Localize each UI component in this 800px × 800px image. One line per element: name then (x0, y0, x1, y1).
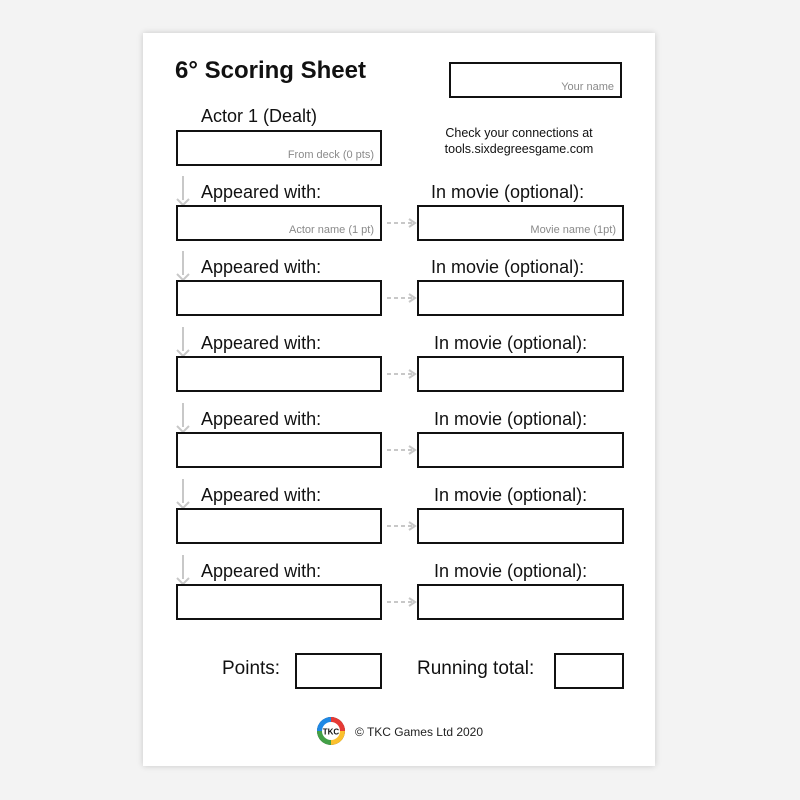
running-total-label: Running total: (417, 658, 535, 679)
in-movie-label: In movie (optional): (434, 485, 588, 505)
check-connections-note (419, 125, 619, 157)
appeared-with-field[interactable] (176, 205, 382, 241)
tkc-logo-text: TKC (322, 727, 340, 737)
dashed-arrow-icon (386, 596, 418, 608)
actor1-hint: From deck (0 pts) (287, 149, 374, 161)
appeared-with-field[interactable] (176, 432, 382, 468)
appeared-with-label: Appeared with: (201, 333, 322, 353)
your-name-placeholder: Your name (561, 81, 614, 93)
appeared-with-field[interactable] (176, 280, 382, 316)
chain-connector-line (182, 327, 184, 351)
dashed-arrow-icon (386, 368, 418, 380)
dashed-arrow-icon (386, 444, 418, 456)
in-movie-label: In movie (optional): (434, 333, 588, 353)
appeared-with-label: Appeared with: (201, 182, 322, 202)
actor-name-hint: Actor name (1 pt) (289, 224, 374, 236)
actor1-field[interactable] (176, 130, 382, 166)
appeared-with-field[interactable] (176, 508, 382, 544)
chain-connector-line (182, 251, 184, 275)
chain-connector-line (182, 479, 184, 503)
check-connections-line1: Check your connections at (445, 126, 593, 140)
dashed-arrow-icon (386, 520, 418, 532)
points-field[interactable] (295, 653, 382, 689)
in-movie-label: In movie (optional): (434, 561, 588, 581)
dashed-arrow-icon (386, 217, 418, 229)
in-movie-label: In movie (optional): (434, 409, 588, 429)
in-movie-field[interactable] (417, 432, 624, 468)
tkc-logo-icon (316, 716, 346, 746)
chain-connector-line (182, 555, 184, 579)
in-movie-label: In movie (optional): (431, 182, 585, 202)
your-name-field[interactable] (449, 62, 622, 98)
chain-connector-line (182, 403, 184, 427)
chain-connector-line (182, 176, 184, 200)
scoring-sheet (143, 33, 655, 766)
sheet-title: 6° Scoring Sheet (175, 57, 366, 84)
running-total-field[interactable] (554, 653, 624, 689)
movie-name-hint: Movie name (1pt) (530, 224, 616, 236)
appeared-with-label: Appeared with: (201, 561, 322, 581)
dashed-arrow-icon (386, 292, 418, 304)
check-connections-url: tools.sixdegreesgame.com (444, 142, 594, 156)
appeared-with-label: Appeared with: (201, 257, 322, 277)
in-movie-field[interactable] (417, 205, 624, 241)
appeared-with-field[interactable] (176, 356, 382, 392)
points-label: Points: (222, 658, 281, 679)
in-movie-field[interactable] (417, 508, 624, 544)
in-movie-field[interactable] (417, 356, 624, 392)
actor1-label: Actor 1 (Dealt) (201, 106, 318, 126)
copyright-text: © TKC Games Ltd 2020 (355, 725, 484, 739)
appeared-with-field[interactable] (176, 584, 382, 620)
appeared-with-label: Appeared with: (201, 409, 322, 429)
in-movie-label: In movie (optional): (431, 257, 585, 277)
in-movie-field[interactable] (417, 280, 624, 316)
appeared-with-label: Appeared with: (201, 485, 322, 505)
in-movie-field[interactable] (417, 584, 624, 620)
